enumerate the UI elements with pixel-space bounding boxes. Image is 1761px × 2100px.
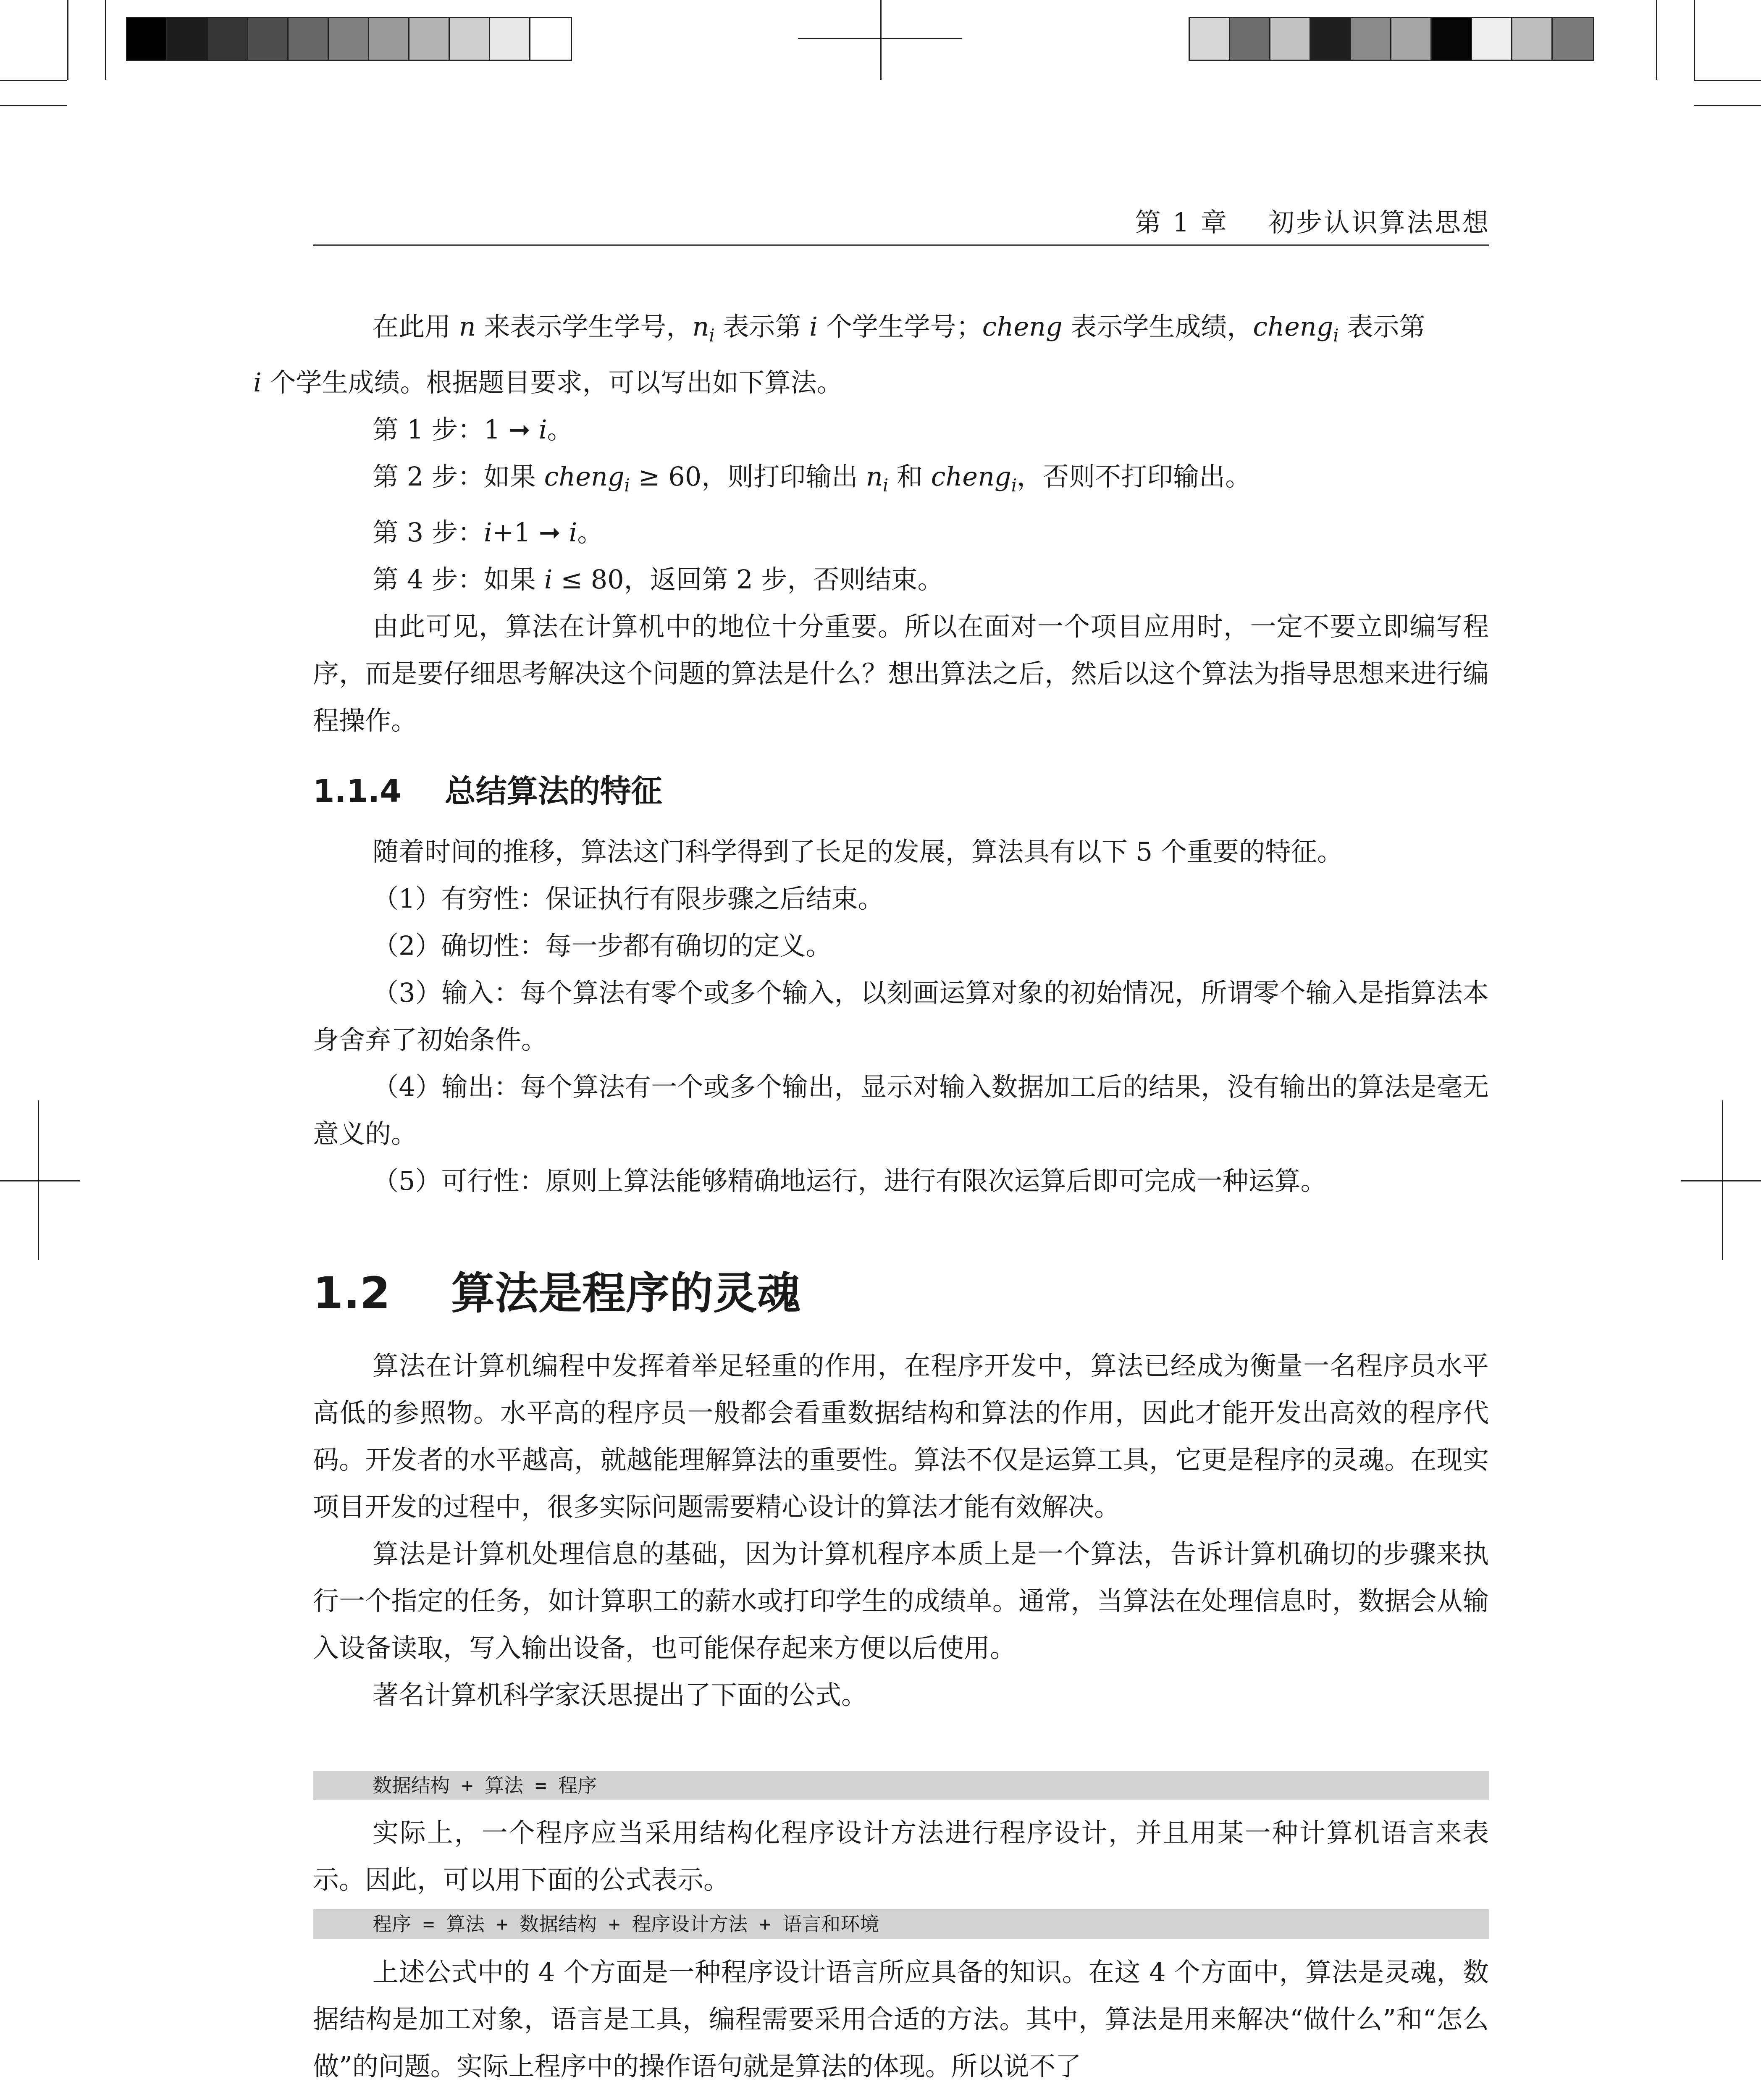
header-rule bbox=[313, 244, 1489, 246]
text: 和 bbox=[888, 461, 931, 492]
text: 表示第 bbox=[1338, 311, 1425, 342]
color-swatch bbox=[450, 18, 490, 60]
soul-section-b bbox=[313, 1809, 1489, 1903]
text: 表示学生成绩， bbox=[1062, 311, 1253, 342]
color-bar-left bbox=[126, 17, 572, 61]
color-swatch bbox=[1512, 18, 1553, 60]
step-2 bbox=[313, 453, 1489, 509]
text: 第 3 步： bbox=[373, 517, 484, 548]
text: 第 1 步：1 ➞ bbox=[373, 414, 539, 445]
color-swatch bbox=[127, 18, 168, 60]
step-3 bbox=[313, 509, 1489, 556]
var-i: i bbox=[253, 367, 262, 398]
color-swatch bbox=[369, 18, 409, 60]
step-4 bbox=[313, 556, 1489, 603]
subscript: i bbox=[1333, 325, 1339, 346]
var-i: i bbox=[538, 414, 547, 445]
feature-item: （4）输出：每个算法有一个或多个输出，显示对输入数据加工后的结果，没有输出的算法是毫无意义的。 bbox=[313, 1071, 1489, 1149]
subscript: i bbox=[1011, 475, 1017, 496]
color-swatch bbox=[1230, 18, 1270, 60]
text: 第 2 步：如果 bbox=[373, 461, 544, 492]
var-chengi: cheng bbox=[1253, 311, 1333, 342]
feature-item: （2）确切性：每一步都有确切的定义。 bbox=[373, 930, 832, 961]
var-cheng: cheng bbox=[544, 461, 625, 492]
var-i: i bbox=[483, 517, 492, 548]
color-swatch bbox=[1432, 18, 1472, 60]
color-swatch bbox=[1190, 18, 1230, 60]
color-swatch bbox=[1270, 18, 1311, 60]
paragraph: 著名计算机科学家沃思提出了下面的公式。 bbox=[373, 1680, 868, 1710]
soul-section-c bbox=[313, 1949, 1489, 2090]
var-cheng: cheng bbox=[982, 311, 1063, 342]
step-1 bbox=[313, 406, 1489, 453]
feature-item: （1）有穷性：保证执行有限步骤之后结束。 bbox=[373, 883, 884, 914]
var-i: i bbox=[544, 564, 553, 595]
features-intro: 随着时间的推移，算法这门科学得到了长足的发展，算法具有以下 5 个重要的特征。 bbox=[373, 836, 1343, 867]
text: 表示第 bbox=[714, 311, 810, 342]
color-bar-right bbox=[1189, 17, 1594, 61]
color-swatch bbox=[1311, 18, 1351, 60]
color-swatch bbox=[329, 18, 369, 60]
formula-band-2: 程序 = 算法 + 数据结构 + 程序设计方法 + 语言和环境 bbox=[313, 1909, 1489, 1939]
text: ≥ 60，则打印输出 bbox=[630, 461, 866, 492]
soul-section-a bbox=[313, 1342, 1489, 1719]
formula-band-1: 数据结构 + 算法 = 程序 bbox=[313, 1771, 1489, 1800]
text: ，否则不打印输出。 bbox=[1017, 461, 1252, 492]
color-swatch bbox=[248, 18, 289, 60]
color-swatch bbox=[1391, 18, 1432, 60]
feature-item: （5）可行性：原则上算法能够精确地运行，进行有限次运算后即可完成一种运算。 bbox=[373, 1166, 1327, 1196]
text: +1 ➞ bbox=[492, 517, 569, 548]
text: 来表示学生学号， bbox=[475, 311, 693, 342]
feature-item: （3）输入：每个算法有零个或多个输入，以刻画运算对象的初始情况，所谓零个输入是指算法本身舍弃了初始条件。 bbox=[313, 977, 1489, 1055]
color-swatch bbox=[1351, 18, 1391, 60]
subscript: i bbox=[624, 475, 630, 496]
text: 在此用 bbox=[373, 311, 459, 342]
color-swatch bbox=[530, 18, 571, 60]
var-cheng: cheng bbox=[931, 461, 1011, 492]
var-n: n bbox=[459, 311, 476, 342]
running-header: 第 1 章 初步认识算法思想 bbox=[1135, 207, 1490, 238]
color-swatch bbox=[1472, 18, 1512, 60]
var-i: i bbox=[809, 311, 818, 342]
var-ni: n bbox=[692, 311, 709, 342]
algorithm-intro bbox=[253, 303, 1489, 744]
paragraph-conclusion: 由此可见，算法在计算机中的地位十分重要。所以在面对一个项目应用时，一定不要立即编写程序，而是要仔细思考解决这个问题的算法是什么？想出算法之后，然后以这个算法为指导思想来进行编程操作。 bbox=[313, 611, 1489, 736]
text: ≤ 80，返回第 2 步，否则结束。 bbox=[552, 564, 944, 595]
paragraph: 上述公式中的 4 个方面是一种程序设计语言所应具备的知识。在这 4 个方面中，算法是灵魂，数据结构是加工对象，语言是工具，编程需要采用合适的方法。其中，算法是用来解决“做什么”和“怎么做”的问题。实际上程序中的操作语句就是算法的体现。所以说不了 bbox=[313, 1957, 1489, 2082]
color-swatch bbox=[168, 18, 208, 60]
text: 个学生成绩。根据题目要求，可以写出如下算法。 bbox=[261, 367, 843, 398]
color-swatch bbox=[289, 18, 329, 60]
subscript: i bbox=[882, 475, 889, 496]
features-section bbox=[313, 828, 1489, 1205]
text: 。 bbox=[577, 517, 604, 548]
paragraph-variables bbox=[253, 303, 1489, 406]
section-heading-1-2: 1.2 算法是程序的灵魂 bbox=[313, 1268, 801, 1319]
var-i: i bbox=[569, 517, 577, 548]
paragraph: 实际上，一个程序应当采用结构化程序设计方法进行程序设计，并且用某一种计算机语言来表示。因此，可以用下面的公式表示。 bbox=[313, 1817, 1489, 1895]
text: 第 4 步：如果 bbox=[373, 564, 544, 595]
paragraph: 算法在计算机编程中发挥着举足轻重的作用，在程序开发中，算法已经成为衡量一名程序员水平高低的参照物。水平高的程序员一般都会看重数据结构和算法的作用，因此才能开发出高效的程序代码。开发者的水平越高，就越能理解算法的重要性。算法不仅是运算工具，它更是程序的灵魂。在现实项目开发的过程中，很多实际问题需要精心设计的算法才能有效解决。 bbox=[313, 1350, 1489, 1522]
color-swatch bbox=[490, 18, 530, 60]
paragraph: 算法是计算机处理信息的基础，因为计算机程序本质上是一个算法，告诉计算机确切的步骤来执行一个指定的任务，如计算职工的薪水或打印学生的成绩单。通常，当算法在处理信息时，数据会从输入设备读取，写入输出设备，也可能保存起来方便以后使用。 bbox=[313, 1538, 1489, 1663]
color-swatch bbox=[1553, 18, 1593, 60]
color-swatch bbox=[409, 18, 450, 60]
subscript: i bbox=[709, 325, 715, 346]
text: 。 bbox=[547, 414, 573, 445]
text: 个学生学号； bbox=[818, 311, 982, 342]
var-n: n bbox=[866, 461, 883, 492]
section-heading-1-1-4: 1.1.4 总结算法的特征 bbox=[313, 773, 662, 809]
color-swatch bbox=[208, 18, 248, 60]
